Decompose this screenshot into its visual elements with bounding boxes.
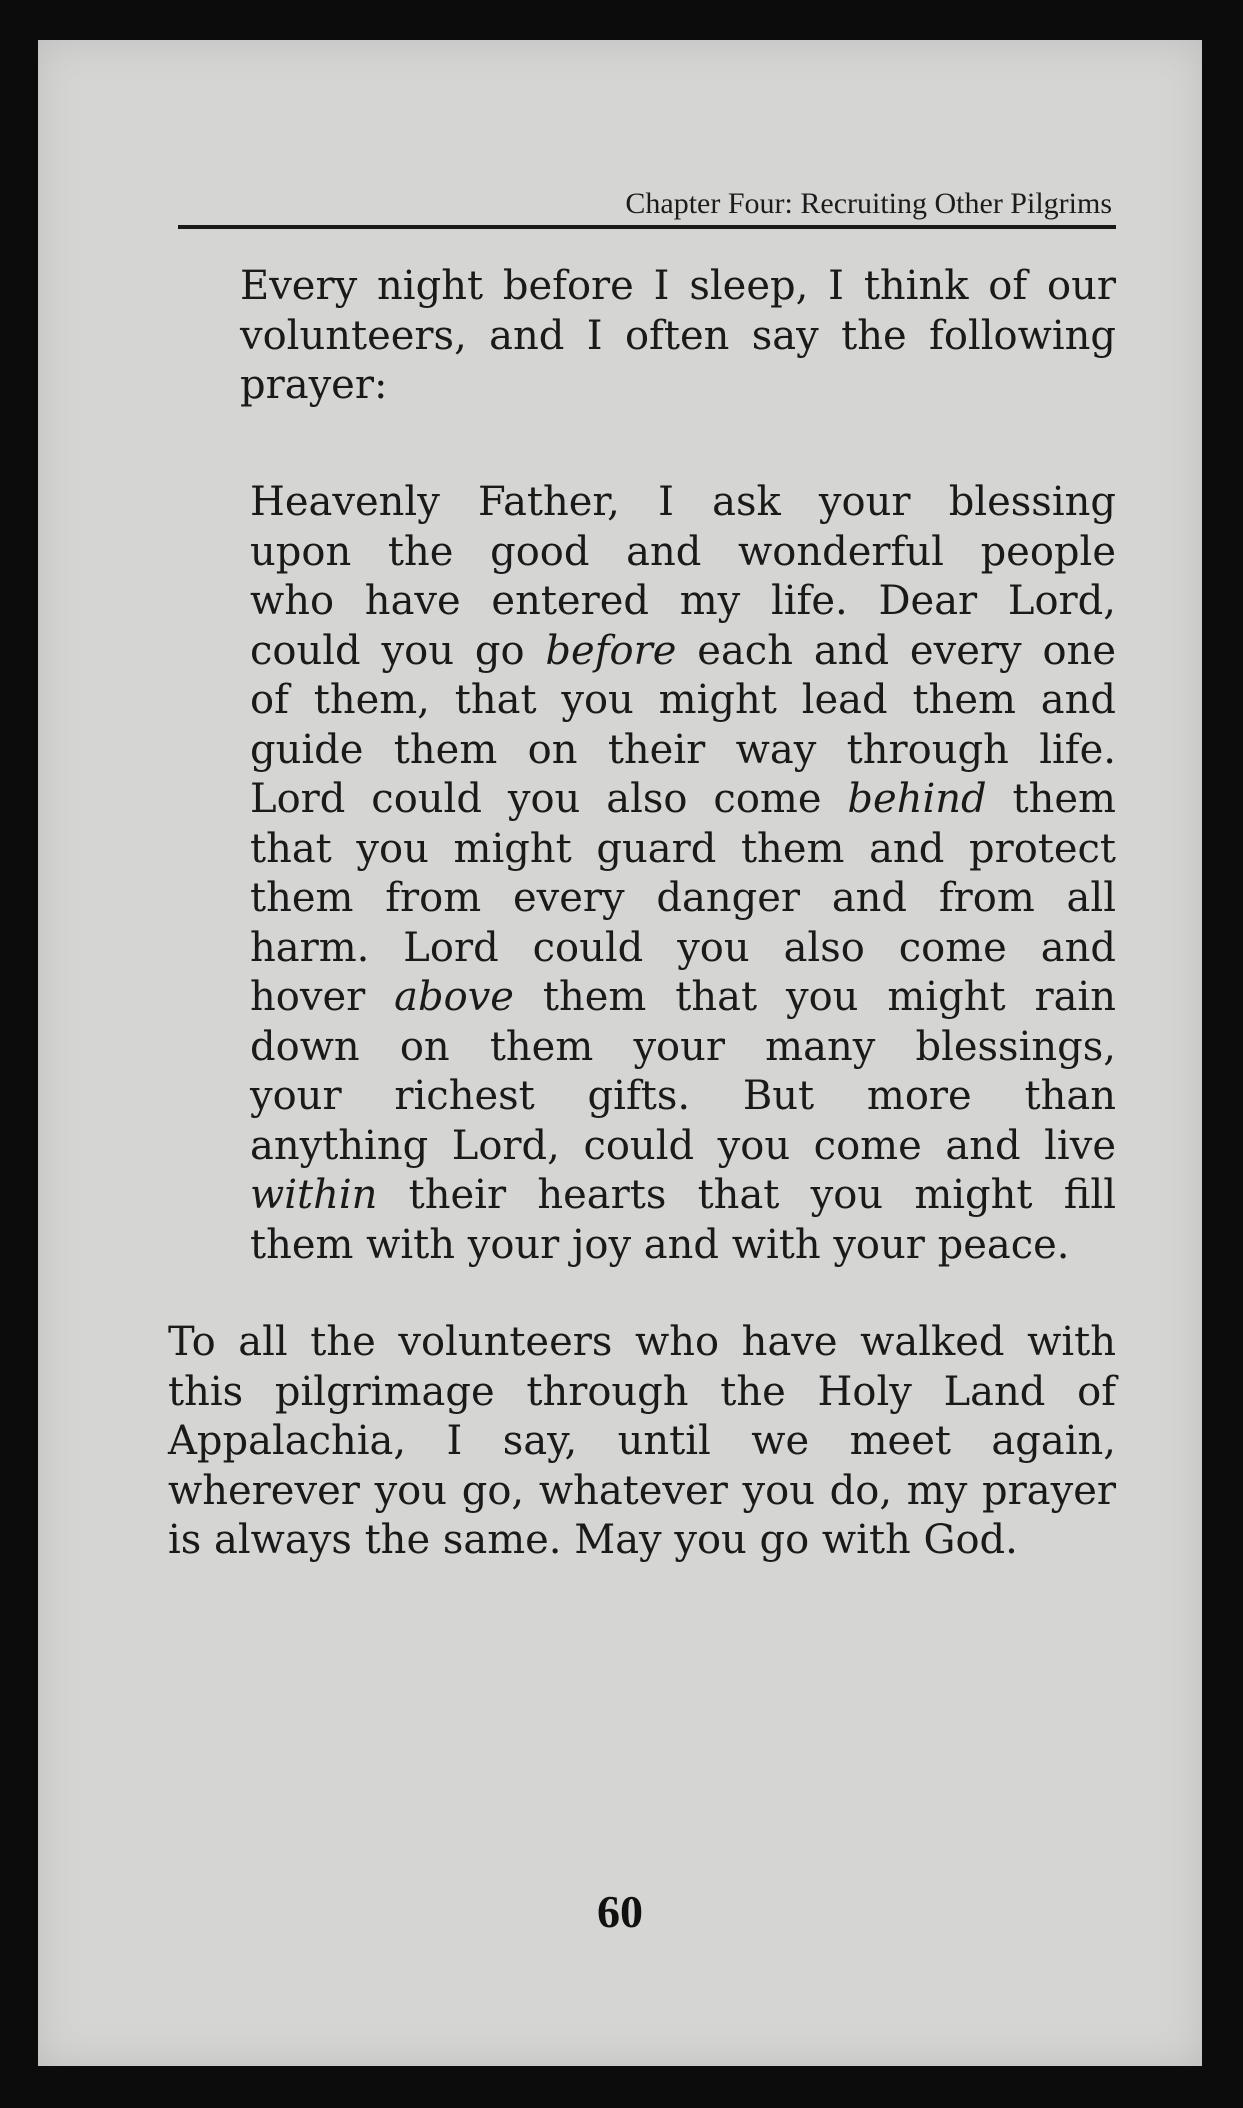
closing-line: Appalachia, I say, until we meet again,	[168, 1418, 1116, 1464]
book-page	[38, 40, 1202, 2066]
emphasis-behind: behind	[847, 776, 987, 822]
closing-line: wherever you go, whatever you do, my prayer	[168, 1467, 1116, 1514]
prayer-block-quote	[250, 478, 1116, 1270]
prayer-line: harm. Lord could you also come and	[250, 924, 1116, 971]
prayer-line: hover above them that you might rain	[250, 974, 1116, 1020]
prayer-line: Heavenly Father, I ask your blessing	[250, 479, 1116, 525]
emphasis-within: within	[250, 1172, 378, 1218]
page-number: 60	[597, 1886, 643, 1937]
running-header	[178, 145, 1116, 229]
closing-line: is always the same. May you go with God.	[168, 1517, 1018, 1563]
prayer-line: Lord could you also come behind them	[250, 776, 1116, 822]
prayer-line: guide them on their way through life.	[250, 726, 1116, 773]
prayer-line: could you go before each and every one	[250, 627, 1116, 674]
intro-paragraph	[178, 262, 1116, 411]
prayer-line: that you might guard them and protect	[250, 825, 1116, 872]
prayer-line: down on them your many blessings,	[250, 1023, 1116, 1070]
prayer-line: who have entered my life. Dear Lord,	[250, 578, 1116, 624]
prayer-line: them with your joy and with your peace.	[250, 1221, 1070, 1268]
prayer-line: within their hearts that you might fill	[250, 1172, 1116, 1218]
closing-line: To all the volunteers who have walked with	[168, 1319, 1116, 1365]
prayer-line: anything Lord, could you come and live	[250, 1122, 1116, 1169]
closing-paragraph	[168, 1318, 1116, 1566]
intro-line: prayer:	[240, 362, 388, 408]
closing-line: this pilgrimage through the Holy Land of	[168, 1368, 1116, 1415]
intro-line: Every night before I sleep, I think of our	[240, 263, 1116, 309]
emphasis-above: above	[394, 974, 514, 1020]
prayer-line: upon the good and wonderful people	[250, 528, 1116, 575]
intro-line: volunteers, and I often say the following	[240, 312, 1116, 359]
prayer-line: of them, that you might lead them and	[250, 677, 1116, 723]
emphasis-before: before	[545, 627, 677, 674]
prayer-line: your richest gifts. But more than	[250, 1073, 1116, 1119]
prayer-line: them from every danger and from all	[250, 875, 1116, 921]
running-title: Chapter Four: Recruiting Other Pilgrims	[625, 187, 1112, 220]
